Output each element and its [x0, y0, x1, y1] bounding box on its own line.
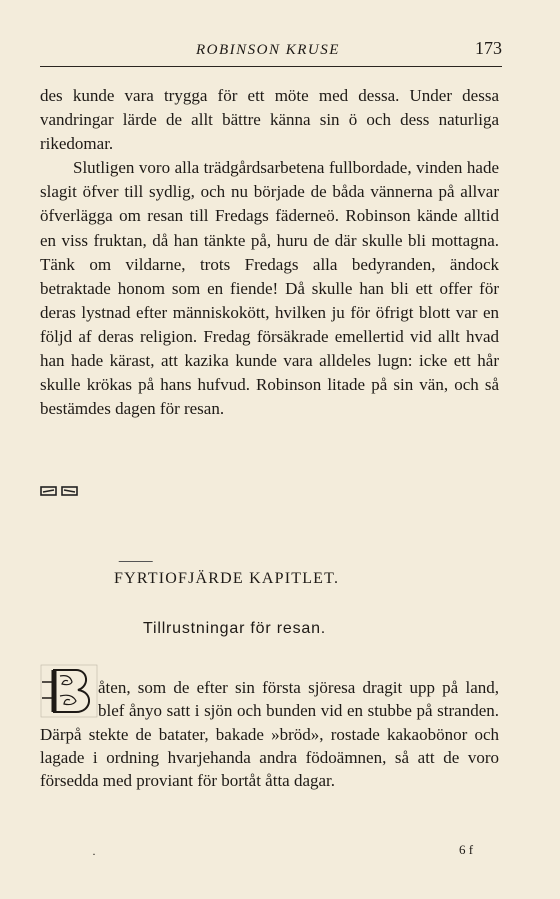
running-head [40, 36, 502, 66]
chapter-heading: FYRTIOFJÄRDE KAPITLET. [114, 570, 340, 587]
chapter-body [40, 676, 499, 792]
chapter-subheading: Tillrustningar för resan. [143, 620, 327, 637]
small-ornament [117, 561, 153, 566]
paragraph: åten, som de efter sin första sjöresa dragit upp på land, blef ånyo satt i sjön och bunden vid en stubbe på stranden. Därpå stekte de batater, bakade »bröd», rostade kakaobönor och lagade i ordning hvarjehanda andra födoämnen, så att de voro försedda med proviant för bortåt åtta dagar. [40, 678, 499, 791]
stray-dot: · [92, 847, 96, 861]
paragraph: Slutligen voro alla trädgårdsarbetena fullbordade, vinden hade slagit öfver till sydlig, och nu började de båda vännerna på allvar öfverlägga om resan till Fredags fäderneö. Robinson kände alltid en viss fruktan, då han tänkte på, huru de där skulle bli mottagna. Tänk om vildarne, trots Fredags alla bedyranden, ändock betraktade honom som en fiende! Då skulle han bli ett offer för deras lystnad efter människokött, hvilken ju för öfrigt blott var en följd af deras religion. Fredag försäkrade emellertid vid allt hvad han hade kärast, att kazika kunde vara alldeles lugn: icke ett hår skulle krökas på hans hufvud. Robinson litade på sin vän, och så bestämdes dagen för resan. [40, 158, 499, 419]
body-text [40, 84, 499, 421]
signature-mark: 6 f [459, 842, 474, 857]
page-number: 173 [475, 38, 502, 58]
header-rule [40, 66, 502, 67]
paragraph: des kunde vara trygga för ett möte med dessa. Under dessa vandringar lärde de allt bättre känna sin ö och dess naturliga rikedomar. [40, 86, 499, 154]
running-title: ROBINSON KRUSE [196, 42, 340, 58]
ornament-icon [40, 484, 80, 498]
